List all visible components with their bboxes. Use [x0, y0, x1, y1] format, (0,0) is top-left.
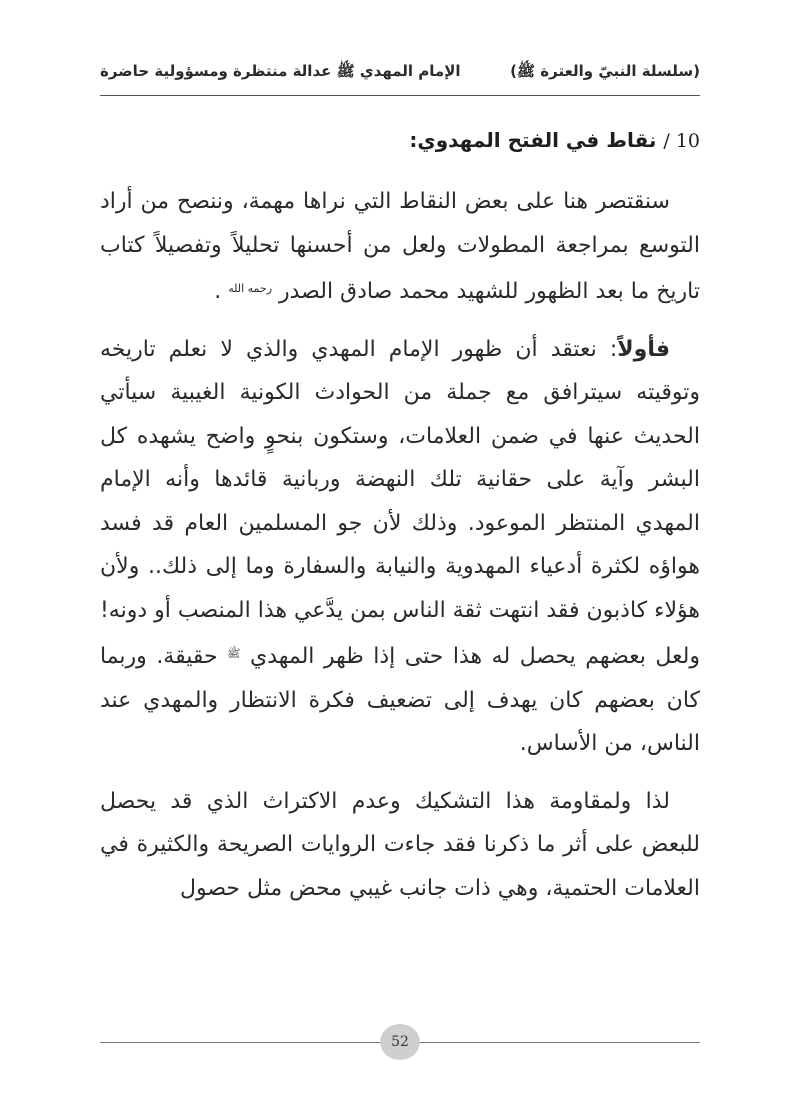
body-text	[100, 180, 700, 910]
page-footer	[100, 1024, 700, 1060]
paragraph-3	[100, 780, 700, 911]
paragraph-1-text: سنقتصر هنا على بعض النقاط التي نراها مهمة، وننصح من أراد التوسع بمراجعة المطولات ولعل من أحسنها تحليلاً وتفصيلاً كتاب تاريخ ما بعد الظهور للشهيد محمد صادق الصدر	[100, 189, 700, 304]
paragraph-2	[100, 328, 700, 766]
honorific-mark: ﷺ	[227, 647, 241, 660]
section-number: 10 /	[663, 130, 700, 152]
header-divider	[100, 95, 700, 96]
honorific-mark: رحمه الله	[228, 282, 272, 295]
section-title: نقاط في الفتح المهدوي:	[409, 128, 657, 152]
running-header	[100, 58, 700, 88]
paragraph-2-lead: فأولاً	[617, 336, 670, 362]
series-title: (سلسلة النبيّ والعترة ﷺ)	[510, 62, 700, 80]
book-title: الإمام المهدي ﷺ عدالة منتظرة ومسؤولية حاضرة	[100, 62, 461, 80]
paragraph-2-text: : نعتقد أن ظهور الإمام المهدي والذي لا نعلم تاريخه وتوقيته سيترافق مع جملة من الحوادث الكونية الغيبية سيأتي الحديث عنها في ضمن العلامات، وستكون بنحوٍ واضح يشهده كل البشر وآية على حقانية تلك النهضة وربانية قائدها وأنه الإمام المهدي المنتظر الموعود. وذلك لأن جو المسلمين العام قد فسد هواؤه لكثرة أدعياء المهدوية والنيابة والسفارة وما إلى ذلك.. ولأن هؤلاء كاذبون فقد انتهت ثقة الناس بمن يدَّعي هذا المنصب أو دونه! ولعل بعضهم يحصل له هذا حتى إذا ظهر المهدي	[99, 336, 701, 669]
paragraph-3-text: لذا ولمقاومة هذا التشكيك وعدم الاكتراث الذي قد يحصل للبعض على أثر ما ذكرنا فقد جاءت الروايات الصريحة والكثيرة في العلامات الحتمية، وهي ذات جانب غيبي محض مثل حصول	[100, 788, 700, 901]
paragraph-2-end: حقيقة. وربما كان بعضهم كان يهدف إلى تضعيف فكرة الانتظار والمهدي عند الناس، من الأساس.	[100, 644, 700, 756]
paragraph-1	[100, 180, 700, 314]
page-number-badge: 52	[380, 1024, 420, 1060]
section-heading	[100, 128, 700, 152]
paragraph-1-end: .	[214, 279, 222, 304]
